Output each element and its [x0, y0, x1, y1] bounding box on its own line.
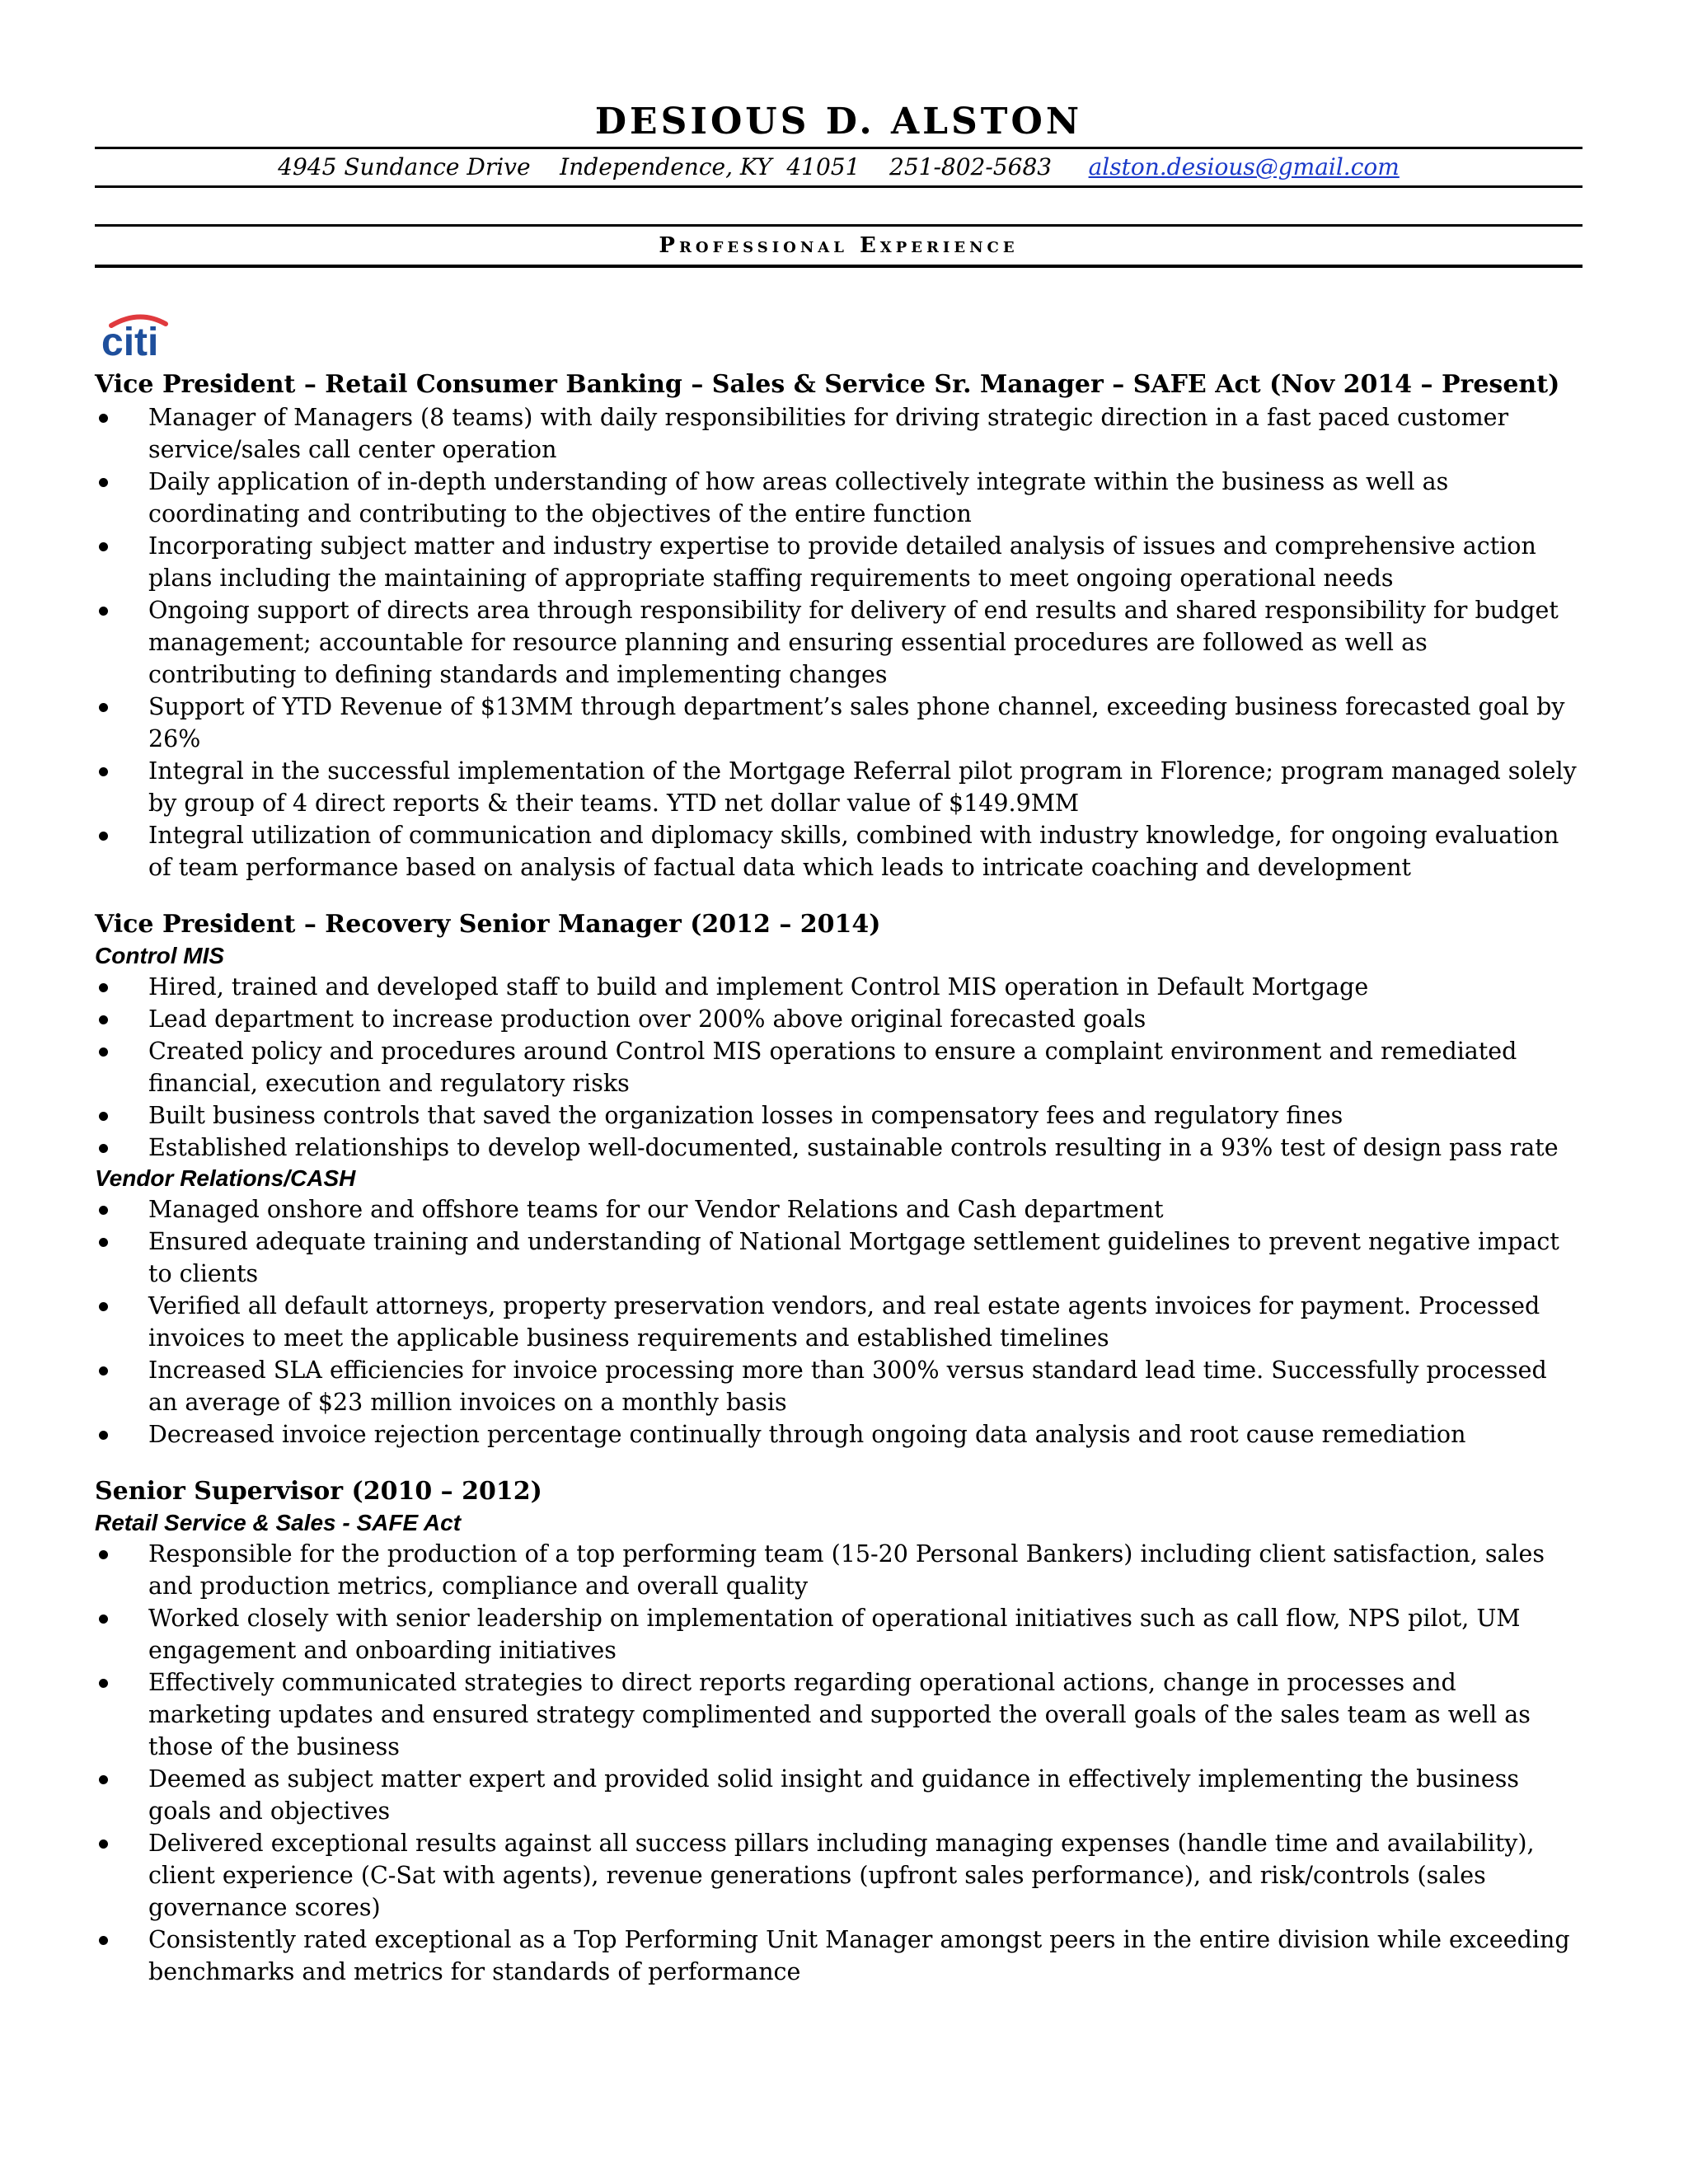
- bullet-text: Managed onshore and offshore teams for our Vendor Relations and Cash department: [148, 1196, 1164, 1223]
- bullet-item: [95, 1602, 1582, 1666]
- email-link[interactable]: alston.desious@gmail.com: [1088, 153, 1400, 180]
- contact-line: [95, 149, 1582, 185]
- bullet-text: Created policy and procedures around Control MIS operations to ensure a complaint environment and remediated financial, execution and regulatory risks: [148, 1038, 1517, 1097]
- bullet-icon: [99, 1015, 108, 1024]
- bullet-item: [95, 755, 1582, 819]
- job-title: Senior Supervisor (2010 – 2012): [95, 1477, 542, 1506]
- bullet-item: [95, 1193, 1582, 1226]
- bullet-text: Ensured adequate training and understanding of National Mortgage settlement guidelines to prevent negative impact to clients: [148, 1228, 1559, 1287]
- bullet-item: [95, 594, 1582, 691]
- bullet-text: Support of YTD Revenue of $13MM through department’s sales phone channel, exceeding business forecasted goal by 26%: [148, 693, 1565, 752]
- phone: 251-802-5683: [889, 153, 1053, 180]
- bullet-item: [95, 1538, 1582, 1602]
- bullet-item: [95, 1290, 1582, 1354]
- bullet-text: Integral in the successful implementation of the Mortgage Referral pilot program in Florence; program managed solely by group of 4 direct reports & their teams. YTD net dollar value of $149.9MM: [148, 757, 1577, 817]
- job-subtitle: Vendor Relations/CASH: [95, 1165, 356, 1191]
- bullet-item: [95, 819, 1582, 883]
- address: 4945 Sundance Drive: [278, 153, 531, 180]
- bullet-icon: [99, 1238, 108, 1247]
- bullet-text: Consistently rated exceptional as a Top Performing Unit Manager amongst peers in the entire division while exceeding benchmarks and metrics for standards of performance: [148, 1926, 1570, 1985]
- bullet-icon: [99, 1144, 108, 1153]
- bullet-list: [95, 1193, 1582, 1451]
- bullet-item: [95, 1035, 1582, 1099]
- bullet-item: [95, 1226, 1582, 1290]
- bullet-text: Deemed as subject matter expert and provided solid insight and guidance in effectively implementing the business goals and objectives: [148, 1765, 1519, 1825]
- bullet-icon: [99, 1775, 108, 1784]
- bullet-icon: [99, 1047, 108, 1057]
- bullet-icon: [99, 542, 108, 551]
- bullet-text: Lead department to increase production over 200% above original forecasted goals: [148, 1005, 1146, 1033]
- bullet-text: Ongoing support of directs area through responsibility for delivery of end results and shared responsibility for budget management; accountable for resource planning and ensuring essential procedures are followed as well as contributing to defining standards and implementing changes: [148, 597, 1559, 688]
- bullet-icon: [99, 832, 108, 841]
- citi-logo-text: citi: [101, 321, 159, 359]
- bullet-icon: [99, 1431, 108, 1440]
- bullet-item: [95, 530, 1582, 594]
- bullet-icon: [99, 607, 108, 616]
- bullet-item: [95, 1418, 1582, 1451]
- bullet-icon: [99, 703, 108, 712]
- bullet-text: Responsible for the production of a top performing team (15-20 Personal Bankers) including client satisfaction, sales and production metrics, compliance and overall quality: [148, 1540, 1545, 1600]
- bullet-icon: [99, 767, 108, 776]
- bullet-list: [95, 401, 1582, 883]
- section-title: Professional Experience: [659, 233, 1019, 258]
- bullet-text: Worked closely with senior leadership on implementation of operational initiatives such as call flow, NPS pilot, UM engagement and onboarding initiatives: [148, 1605, 1521, 1664]
- job-subtitle: Retail Service & Sales - SAFE Act: [95, 1510, 462, 1535]
- bullet-item: [95, 1354, 1582, 1418]
- bullet-text: Decreased invoice rejection percentage continually through ongoing data analysis and root cause remediation: [148, 1421, 1466, 1448]
- bullet-icon: [99, 1615, 108, 1624]
- bullet-text: Hired, trained and developed staff to build and implement Control MIS operation in Default Mortgage: [148, 973, 1369, 1001]
- bullet-icon: [99, 1366, 108, 1376]
- bullet-icon: [99, 1112, 108, 1121]
- bullet-item: [95, 1003, 1582, 1035]
- bullet-text: Verified all default attorneys, property preservation vendors, and real estate agents invoices for payment. Processed invoices to meet the applicable business requirements and established timelines: [148, 1292, 1540, 1352]
- spacer: [95, 188, 1582, 224]
- bullet-item: [95, 466, 1582, 530]
- bullet-icon: [99, 1550, 108, 1559]
- bullet-item: [95, 1924, 1582, 1988]
- candidate-name: DESIOUS D. ALSTON: [594, 101, 1083, 143]
- bullet-icon: [99, 414, 108, 423]
- city-state-zip: Independence, KY 41051: [560, 153, 860, 180]
- bullet-item: [95, 1827, 1582, 1924]
- bullet-icon: [99, 1936, 108, 1945]
- citi-logo-icon: [95, 311, 177, 359]
- bullet-icon: [99, 1302, 108, 1311]
- bullet-icon: [99, 1679, 108, 1688]
- job-title: Vice President – Recovery Senior Manager (2012 – 2014): [95, 910, 881, 939]
- bullet-item: [95, 401, 1582, 466]
- bullet-item: [95, 691, 1582, 755]
- bullet-item: [95, 1132, 1582, 1164]
- bullet-text: Integral utilization of communication and diplomacy skills, combined with industry knowledge, for ongoing evaluation of team performance based on analysis of factual data which leads to intricate coaching and development: [148, 822, 1559, 881]
- bullet-text: Established relationships to develop well-documented, sustainable controls resulting in a 93% test of design pass rate: [148, 1134, 1559, 1161]
- bullet-item: [95, 1666, 1582, 1763]
- bullet-text: Manager of Managers (8 teams) with daily responsibilities for driving strategic direction in a fast paced customer service/sales call center operation: [148, 404, 1509, 463]
- bullet-text: Daily application of in-depth understanding of how areas collectively integrate within the business as well as coordinating and contributing to the objectives of the entire function: [148, 468, 1449, 527]
- bullet-item: [95, 971, 1582, 1003]
- bullet-item: [95, 1099, 1582, 1132]
- job-title: Vice President – Retail Consumer Banking – Sales & Service Sr. Manager – SAFE Act (Nov 2014 – Present): [95, 370, 1560, 399]
- citi-logo: [95, 311, 1582, 359]
- bullet-text: Incorporating subject matter and industry expertise to provide detailed analysis of issues and comprehensive action plans including the maintaining of appropriate staffing requirements to meet ongoing operational needs: [148, 532, 1536, 592]
- bullet-icon: [99, 983, 108, 992]
- bullet-text: Increased SLA efficiencies for invoice processing more than 300% versus standard lead time. Successfully processed an average of $23 million invoices on a monthly basis: [148, 1357, 1547, 1416]
- resume-content: [95, 97, 1582, 1988]
- bullet-item: [95, 1763, 1582, 1827]
- bullet-list: [95, 1538, 1582, 1988]
- experience-list: [95, 368, 1582, 1988]
- job-subtitle: Control MIS: [95, 943, 225, 968]
- section-rule-bottom: [95, 265, 1582, 268]
- bullet-text: Built business controls that saved the organization losses in compensatory fees and regulatory fines: [148, 1102, 1343, 1129]
- bullet-list: [95, 971, 1582, 1164]
- bullet-icon: [99, 478, 108, 487]
- bullet-text: Delivered exceptional results against all success pillars including managing expenses (handle time and availability), client experience (C-Sat with agents), revenue generations (upfront sales performance), and risk/controls (sales governance scores): [148, 1830, 1535, 1921]
- bullet-icon: [99, 1840, 108, 1849]
- bullet-icon: [99, 1206, 108, 1215]
- bullet-text: Effectively communicated strategies to direct reports regarding operational actions, change in processes and marketing updates and ensured strategy complimented and supported the overall goals of the sales team as well as those of the business: [148, 1669, 1531, 1760]
